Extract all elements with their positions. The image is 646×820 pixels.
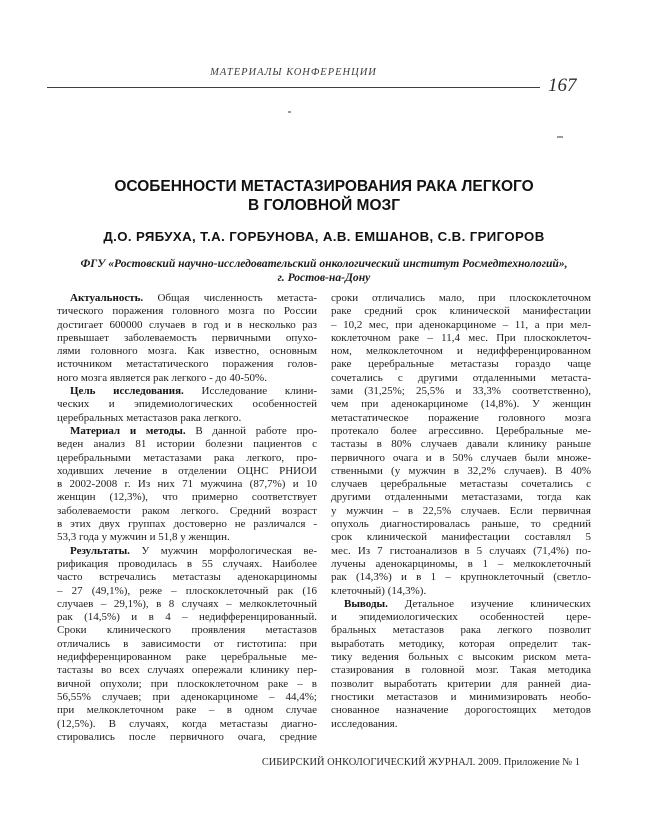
text-line: ного мозга является рак легкого - до 40-50%. [57,371,267,384]
text-line: у мужчин – в 22,5% случаев. Если первичная [331,504,591,517]
text-line: рак (14,5%) и в 4 – недифференцированный. [57,611,317,624]
text-line: случаев церебральные метастазы сочетались с [331,478,591,491]
text-line: Актуальность. Общая численность метаста- [70,292,318,304]
journal-footer: СИБИРСКИЙ ОНКОЛОГИЧЕСКИЙ ЖУРНАЛ. 2009. Приложение № 1 [261,757,580,768]
text-line: ном, мелкоклеточном и недифференцированном [331,345,591,358]
text-line: тастазы в 80% случаев давали клинику раньше [331,438,591,451]
text-line: заболеваемости раком легкого. Средний возраст [57,504,317,517]
scan-speck [557,136,563,138]
section-lead-in: Цель исследования. [70,385,184,398]
text-line: церебральных метастазов рака легкого. [57,411,242,424]
text-line: (12,5%). В случаях, когда метастазы диагно- [57,717,317,730]
article-title-line-2: В ГОЛОВНОЙ МОЗГ [247,197,401,214]
text-line: позволит выработать критерии для ранней диа- [331,677,591,690]
text-line: клеточный) (14,3%). [331,584,427,597]
text-line: рификация проводилась в 55 случаях. Наиболее [57,557,317,570]
text-line: гностики метастазов и минимизировать необо- [331,690,591,703]
text-line: в 2002-2008 г. Из них 71 мужчина (87,7%) и 10 [57,478,317,491]
text-line: метастатическое поражение головного мозга [331,411,591,424]
text-line: выработать методику, которая определит так- [331,637,591,650]
text-line: церебральными метастазами рака легкого, про- [57,451,317,464]
text-line: – 10,2 мес, при аденокарциноме – 11, а при мел- [331,318,591,331]
text-line: Материал и методы. В данной работе про- [70,424,317,437]
text-line: тического поражения головного мозга по России [57,305,317,318]
text-line: раке средний срок клинической манифестации [331,305,591,318]
text-line: мес. Из 7 гистоанализов в 5 случаях (71,4%) по- [331,544,591,557]
text-line: вичной опухоли; при плоскоклеточном раке – в [57,677,317,690]
text-line: коклеточном раке – 11,4 мес. При плоскоклеточ- [331,331,591,344]
text-line: при мелкоклеточном раке – в одном случае [57,704,317,717]
scan-speck [288,111,291,113]
affiliation [47,257,601,285]
header-rule [47,87,540,88]
text-line: веден анализ 81 истории болезни пациентов с [57,438,317,451]
text-line: Результаты. У мужчин морфологическая ве- [70,544,317,557]
text-line: тастазы во всех случаях опережали клинику пер- [57,664,317,677]
text-line: другими отдаленными метастазами, тогда как [331,491,591,504]
authors: Д.О. РЯБУХА, Т.А. ГОРБУНОВА, А.В. ЕМШАНОВ, С.В. ГРИГОРОВ [103,229,545,244]
text-line: и эпидемиологических особенностей цере- [331,611,591,624]
text-line: протекало более агрессивно. Церебральные ме- [331,424,591,437]
text-line: 53,3 года у мужчин и 51,8 у женщин. [57,531,230,544]
text-line: недифференцированном раке церебральные ме- [57,651,317,664]
article-title-line-1: ОСОБЕННОСТИ МЕТАСТАЗИРОВАНИЯ РАКА ЛЕГКОГО [114,178,534,195]
text-line: стировались после первичного очага, средние [57,730,317,743]
body-column-left [57,292,317,744]
text-line: Сроки клинического проявления метастазов [57,624,317,637]
text-line: лучены аденокарциномы, в 1 – мелкоклеточный [331,557,591,570]
affiliation-line-2: г. Ростов-на-Дону [277,270,371,284]
affiliation-line-1: ФГУ «Ростовский научно-исследовательский онкологический институт Росмедтехнологий», [80,257,568,270]
text-line: отличались в зависимости от гистотипа: при [57,637,317,650]
text-line: Цель исследования. Исследование клини- [70,385,318,398]
text-line: 56,55% случаев; при аденокарциноме – 44,4%; [57,690,317,703]
text-line: тику ведения больных с высоким риском мета- [331,651,591,664]
text-line: стазирования в головной мозг. Такая методика [331,664,591,677]
article-title [57,177,591,215]
text-line: ственными (у мужчин в 32,2% случаев). В 40% [331,464,591,477]
text-line: зами (31,25%; 25,5% и 33,3% соответственно), [331,385,591,398]
text-line: раке церебральные метастазы гораздо чаще [331,358,591,371]
section-lead-in: Выводы. [344,597,388,610]
text-line: сроки отличались мало, при плоскоклеточном [331,292,591,304]
text-line: женщин (12,3%), что примерно соответствует [57,491,317,504]
text-line: опухоль диагностировалась раньше, то средний [331,518,591,531]
text-line: источником метастатического поражения голов- [57,358,317,371]
text-line: случаев – 29,1%), в 8 случаях – мелкоклеточный [57,597,317,610]
running-header: МАТЕРИАЛЫ КОНФЕРЕНЦИИ [210,67,377,78]
text-line: исследования. [331,717,398,730]
text-line: сочетались с другими отдаленными метаста- [331,371,591,384]
text-line: первичного очага и в 50% случаев были множе- [331,451,591,464]
section-lead-in: Актуальность. [70,292,144,304]
text-line: снованное назначение дорогостоящих методов [331,704,591,717]
text-line: достигает 600000 случаев в год и в несколько раз [57,318,317,331]
text-line: бральных метастазов рака легкого позволит [331,624,591,637]
text-line: превышает заболеваемость первичными опухо- [57,331,317,344]
text-line: рак (14,3%) и в 1 – крупноклеточный (светло- [331,571,591,584]
text-line: – 27 (49,1%), реже – плоскоклеточный рак (16 [57,584,317,597]
text-line: часто встречались метастазы аденокарциномы [57,571,317,584]
section-lead-in: Материал и методы. [70,424,186,437]
text-line: срок клинической манифестации составлял 5 [331,531,591,544]
text-line: ческих и эпидемиологических особенностей [57,398,317,411]
text-line: чем при аденокарциноме (14,8%). У женщин [331,398,591,411]
text-line: лями головного мозга. Как известно, основным [57,345,317,358]
text-line: в этих двух группах достоверно не различался - [57,518,317,531]
text-line: Выводы. Детальное изучение клинических [344,597,591,610]
page-number: 167 [548,75,577,96]
section-lead-in: Результаты. [70,544,130,557]
body-column-right [331,292,591,731]
text-line: ходивших лечение в отделении ОЦНС РНИОИ [57,464,317,477]
